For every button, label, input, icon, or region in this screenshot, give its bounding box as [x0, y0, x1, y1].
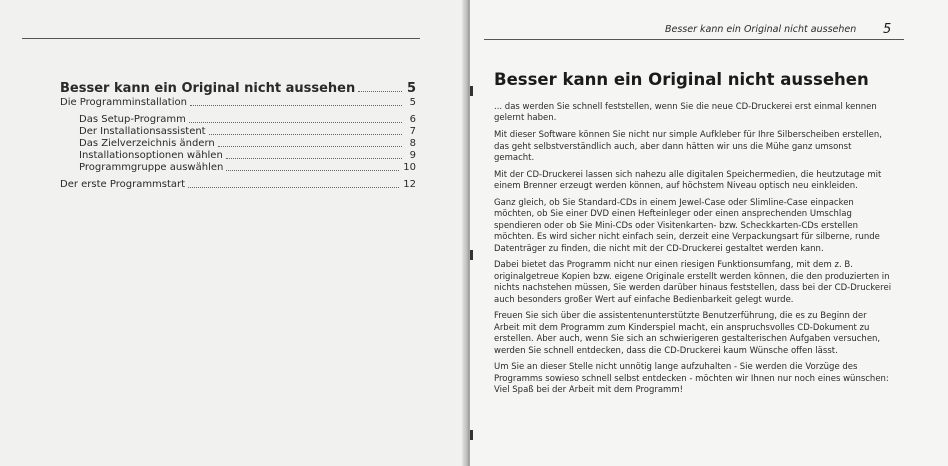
- gutter-mark: [470, 86, 473, 96]
- paragraph: ... das werden Sie schnell feststellen, wenn Sie die neue CD-Druckerei erst einmal kennen gelernt haben.: [494, 102, 877, 124]
- toc-entry-page: 12: [403, 179, 416, 190]
- gutter-mark: [470, 250, 473, 260]
- toc-entry-title: Der erste Programmstart: [60, 179, 186, 190]
- left-page: [0, 0, 466, 466]
- toc-leader: [226, 157, 402, 159]
- page-number: 5: [883, 22, 892, 37]
- toc-leader: [226, 169, 399, 171]
- header-rule-left: [22, 38, 420, 39]
- toc-entry: [79, 126, 416, 138]
- paragraph: Ganz gleich, ob Sie Standard-CDs in einem Jewel-Case oder Slimline-Case einpacken möchten, ob Sie einer DVD einen Hefteinleger oder einen ansprechenden Umschlag spendieren oder ob Sie Mini-CDs oder Visitenkarten- bzw. Scheckkarten-CDs erstellen möchten. Es wird sicher nicht einfach sein, derzeit eine Verpackungsart für silberne, runde Datenträger zu finden, die nicht mit der CD-Druckerei gestaltet werden kann.: [494, 198, 880, 254]
- toc-leader: [188, 186, 399, 188]
- toc-entry: [79, 114, 416, 126]
- toc-entry: [60, 97, 416, 109]
- toc-heading-title: Besser kann ein Original nicht aussehen: [60, 81, 356, 96]
- toc-leader: [190, 104, 402, 106]
- paragraph: Dabei bietet das Programm nicht nur einen riesigen Funktionsumfang, mit dem z. B. originalgetreue Kopien bzw. eigene Originale erstellt werden können, die den produzierten in nichts nachstehen müssen, Sie werden darüber hinaus feststellen, dass bei der CD-Druckerei auch besonders großer Wert auf einfache Bedienbarkeit gelegt wurde.: [494, 260, 892, 305]
- toc-entry: [79, 162, 416, 174]
- paragraph: Um Sie an dieser Stelle nicht unnötig lange aufzuhalten - Sie werden die Vorzüge des Programms sowieso schnell selbst entdecken - möchten wir Ihnen nur noch eines wünschen: Viel Spaß bei der Arbeit mit dem Programm!: [494, 362, 889, 396]
- article-title: Besser kann ein Original nicht aussehen: [494, 70, 869, 89]
- paragraph: Mit der CD-Druckerei lassen sich nahezu alle digitalen Speichermedien, die heutzutage mit einem Brenner erzeugt werden können, auf höchstem Niveau optisch neu einkleiden.: [494, 169, 882, 192]
- toc-entry-page: 9: [409, 150, 416, 161]
- toc-entry-title: Programmgruppe auswählen: [79, 162, 224, 173]
- toc-entry: [60, 179, 416, 191]
- header-rule-right: [484, 39, 904, 40]
- toc-leader: [358, 90, 402, 92]
- toc-leader: [218, 145, 402, 147]
- toc-entry-page: 8: [409, 138, 416, 149]
- toc-heading: [60, 75, 416, 95]
- toc-leader: [209, 133, 402, 135]
- toc-entry-page: 5: [409, 97, 416, 108]
- toc-entry-title: Das Setup-Programm: [79, 114, 186, 125]
- paragraph: Mit dieser Software können Sie nicht nur simple Aufkleber für Ihre Silberscheiben erstellen, das geht selbstverständlich auch, aber dann hätten wir uns die Mühe ganz umsonst gemacht.: [494, 130, 882, 164]
- right-page: [470, 0, 948, 466]
- toc-leader: [189, 121, 402, 123]
- toc-entry-title: Der Installationsassistent: [79, 126, 206, 137]
- toc-entry-title: Die Programminstallation: [60, 97, 187, 108]
- toc-entry-page: 7: [409, 126, 416, 137]
- toc-entry-page: 6: [409, 114, 416, 125]
- article-body: [494, 102, 894, 402]
- toc-entry-title: Das Zielverzeichnis ändern: [79, 138, 215, 149]
- toc-entry-page: 10: [403, 162, 416, 173]
- running-head: Besser kann ein Original nicht aussehen: [665, 24, 857, 35]
- toc-entry-title: Installationsoptionen wählen: [79, 150, 223, 161]
- gutter-mark: [470, 430, 473, 440]
- paragraph: Freuen Sie sich über die assistentenunterstützte Benutzerführung, die es zu Beginn der Arbeit mit dem Programm zum Kinderspiel macht, ein anspruchsvolles CD-Dokument zu erstellen. Aber auch, wenn Sie sich an schwierigeren gestalterischen Aufgaben versuchen, werden Sie schnell entdecken, dass die CD-Druckerei kaum Wünsche offen lässt.: [494, 311, 881, 356]
- toc-entry: [79, 150, 416, 162]
- toc-entry: [79, 138, 416, 150]
- toc-heading-page: 5: [406, 81, 416, 96]
